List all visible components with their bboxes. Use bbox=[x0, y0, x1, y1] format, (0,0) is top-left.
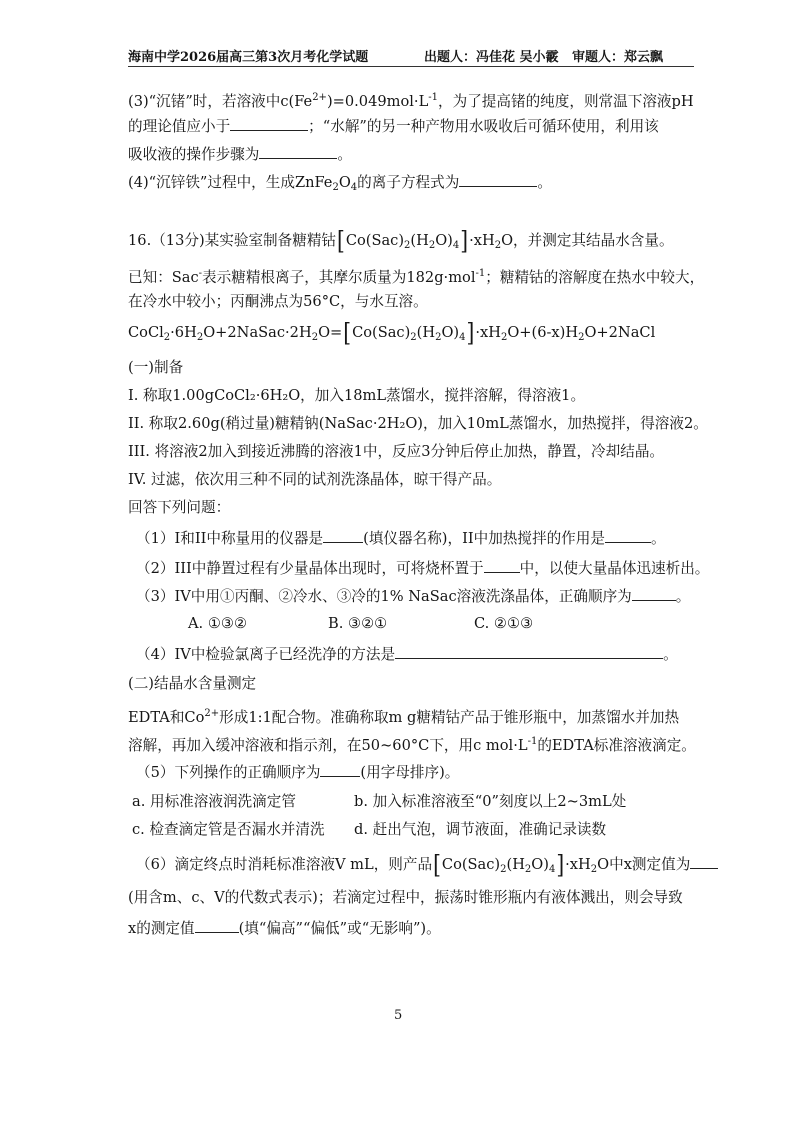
choice-c[interactable]: C. ②①③ bbox=[474, 615, 534, 632]
q16-known-line2: 在冷水中较小；丙酮沸点为56°C，与水互溶。 bbox=[128, 293, 428, 310]
answer-blank[interactable] bbox=[484, 558, 520, 573]
step-3: III. 将溶液2加入到接近沸腾的溶液1中，反应3分钟后停止加热，静置，冷却结晶。 bbox=[128, 443, 665, 460]
choice-b[interactable]: B. ③②① bbox=[328, 615, 388, 632]
q15-part3-line3: 吸收液的操作步骤为 。 bbox=[128, 146, 352, 163]
answer-blank[interactable] bbox=[459, 172, 537, 187]
section-heading-prep: (一)制备 bbox=[128, 359, 184, 376]
step-2: II. 称取2.60g(稍过量)糖精钠(NaSac·2H₂O)，加入10mL蒸馏水，加热搅拌，得溶液2。 bbox=[128, 415, 708, 432]
q15-part3-line1: (3)“沉锗”时，若溶液中$c(Fe^{2+})=0.049mol\cdot L^{-1}$，为了提高锗的纯度，则常温下溶液pH bbox=[128, 92, 694, 110]
answer-blank[interactable] bbox=[605, 528, 651, 543]
q15-part4: (4)“沉锌铁”过程中，生成$ZnFe_2O_4$的离子方程式为 。 bbox=[128, 174, 552, 193]
answer-blank[interactable] bbox=[323, 528, 363, 543]
operation-c: c. 检查滴定管是否漏水并清洗 bbox=[132, 821, 325, 838]
answer-prompt: 回答下列问题： bbox=[128, 499, 231, 516]
exam-reviewer: 审题人：郑云飘 bbox=[572, 50, 664, 65]
sub-question-1: （1）I和II中称量用的仪器是 (填仪器名称)，II中加热搅拌的作用是 。 bbox=[136, 530, 666, 547]
answer-blank[interactable] bbox=[395, 644, 663, 659]
operation-d: d. 赶出气泡，调节液面，准确记录读数 bbox=[354, 821, 607, 838]
edta-line2: 溶解，再加入缓冲溶液和指示剂，在50~60°C下，用c $mol\cdot L^{-1}$的EDTA标准溶液滴定。 bbox=[128, 736, 696, 754]
answer-blank[interactable] bbox=[195, 918, 239, 933]
sub-question-6-line1: （6）滴定终点时消耗标准溶液V mL，则产品$[Co(Sac)_2(H_2O)_4]\cdot xH_2O$中x测定值为 bbox=[136, 854, 718, 880]
answer-blank[interactable] bbox=[259, 144, 337, 159]
step-4: IV. 过滤，依次用三种不同的试剂洗涤晶体，晾干得产品。 bbox=[128, 471, 502, 488]
sub-question-3: （3）IV中用①丙酮、②冷水、③冷的1% NaSac溶液洗涤晶体，正确顺序为 。 bbox=[136, 588, 691, 605]
operation-b: b. 加入标准溶液至“0”刻度以上2~3mL处 bbox=[354, 793, 627, 810]
step-1: I. 称取1.00gCoCl₂·6H₂O，加入18mL蒸馏水，搅拌溶解，得溶液1。 bbox=[128, 387, 586, 404]
header-divider bbox=[128, 66, 694, 67]
operation-a: a. 用标准溶液润洗滴定管 bbox=[132, 793, 296, 810]
answer-blank[interactable] bbox=[320, 762, 360, 777]
choice-a[interactable]: A. ①③② bbox=[188, 615, 248, 632]
sub-question-4: （4）IV中检验氯离子已经洗净的方法是 。 bbox=[136, 646, 678, 663]
page-number: 5 bbox=[394, 1008, 403, 1023]
answer-blank[interactable] bbox=[690, 854, 718, 869]
q15-part3-line2: 的理论值应小于 ；“水解”的另一种产物用水吸收后可循环使用，利用该 bbox=[128, 118, 659, 135]
sub-question-5: （5）下列操作的正确顺序为 (用字母排序)。 bbox=[136, 764, 460, 781]
answer-blank[interactable] bbox=[230, 116, 308, 131]
edta-line1: EDTA和$Co^{2+}$形成1:1配合物。准确称取m g糖精钴产品于锥形瓶中，加蒸馏水并加热 bbox=[128, 708, 680, 726]
q16-reaction-equation: $CoCl_2\cdot 6H_2O+2NaSac\cdot 2H_2O=[Co(Sac)_2(H_2O)_4]\cdot xH_2O+(6-x)H_2O+2NaCl$ bbox=[128, 317, 656, 347]
sub-question-6-line2: (用含m、c、V的代数式表示)；若滴定过程中，振荡时锥形瓶内有液体溅出，则会导致 bbox=[128, 889, 683, 906]
sub-question-6-line3: x的测定值 (填“偏高”“偏低”或“无影响”)。 bbox=[128, 920, 441, 937]
section-heading-titration: (二)结晶水含量测定 bbox=[128, 675, 257, 692]
q16-known-line1: 已知：Sac-表示糖精根离子，其摩尔质量为182g·mol$^{-1}$；糖精钴的溶解度在热水中较大， bbox=[128, 268, 705, 286]
q16-intro: 16.（13分)某实验室制备糖精钴$[Co(Sac)_2(H_2O)_4]\cdot xH_2O$，并测定其结晶水含量。 bbox=[128, 225, 674, 255]
answer-blank[interactable] bbox=[632, 586, 676, 601]
exam-authors: 出题人：冯佳花 吴小霰 bbox=[424, 50, 559, 65]
exam-title: 海南中学2026届高三第3次月考化学试题 bbox=[128, 50, 369, 65]
sub-question-2: （2）III中静置过程有少量晶体出现时，可将烧杯置于 中，以使大量晶体迅速析出。 bbox=[136, 560, 710, 577]
